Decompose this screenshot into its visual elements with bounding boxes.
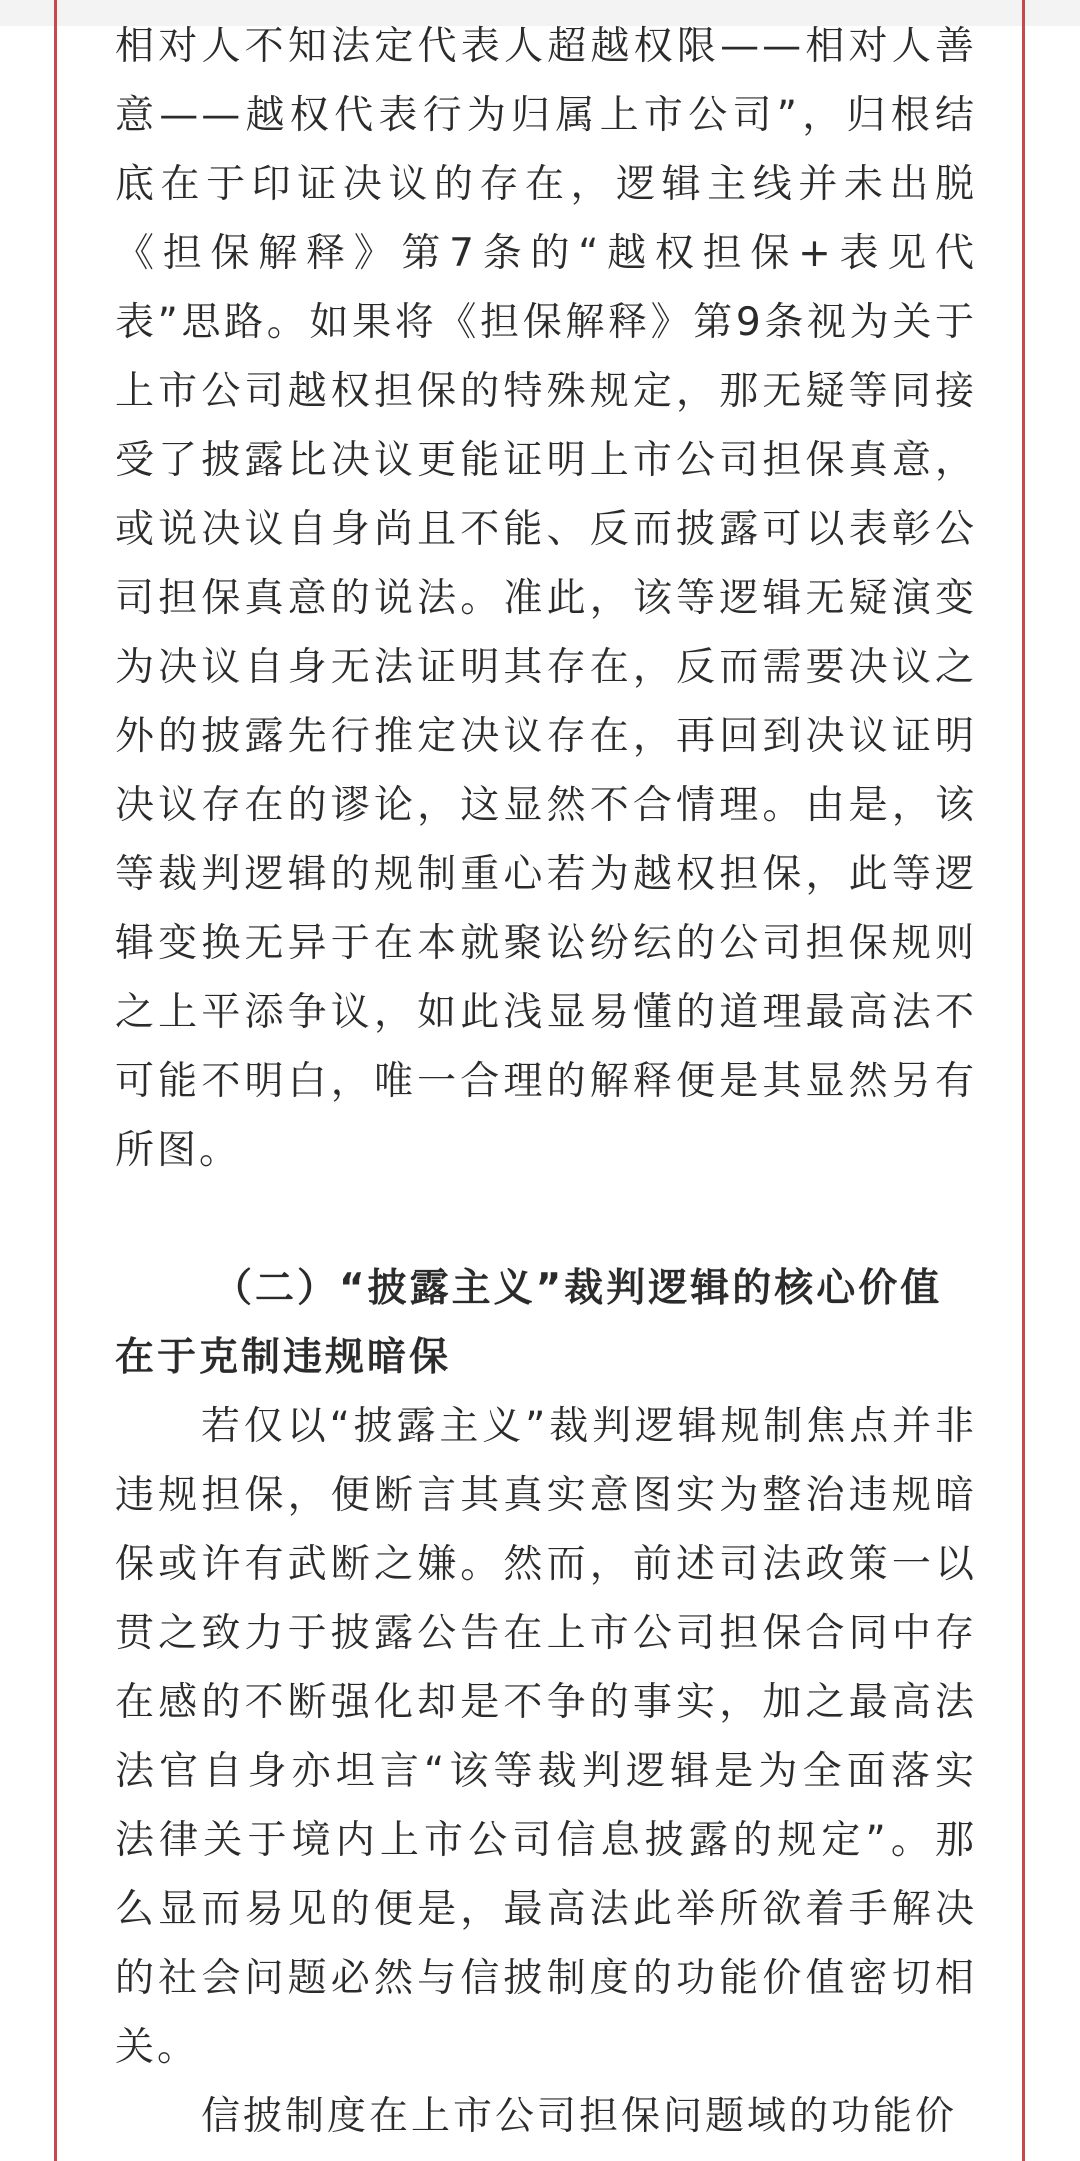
article-body: [115, 12, 977, 2151]
right-red-border: [1022, 0, 1025, 2161]
left-red-border: [54, 0, 57, 2161]
paragraph-1: 相对人不知法定代表人超越权限——相对人善意——越权代表行为归属上市公司”，归根结底在于印证决议的存在，逻辑主线并未出脱《担保解释》第7条的“越权担保+表见代表”思路。如果将《担保解释》第9条视为关于上市公司越权担保的特殊规定，那无疑等同接受了披露比决议更能证明上市公司担保真意，或说决议自身尚且不能、反而披露可以表彰公司担保真意的说法。准此，该等逻辑无疑演变为决议自身无法证明其存在，反而需要决议之外的披露先行推定决议存在，再回到决议证明决议存在的谬论，这显然不合情理。由是，该等裁判逻辑的规制重心若为越权担保，此等逻辑变换无异于在本就聚讼纷纭的公司担保规则之上平添争议，如此浅显易懂的道理最高法不可能不明白，唯一合理的解释便是其显然另有所图。: [115, 24, 977, 1173]
paragraph-3: 信披制度在上市公司担保问题域的功能价: [201, 2094, 958, 2139]
paragraph-2: 若仅以“披露主义”裁判逻辑规制焦点并非违规担保，便断言其真实意图实为整治违规暗保或许有武断之嫌。然而，前述司法政策一以贯之致力于披露公告在上市公司担保合同中存在感的不断强化却是不争的事实，加之最高法法官自身亦坦言“该等裁判逻辑是为全面落实法律关于境内上市公司信息披露的规定”。那么显而易见的便是，最高法此举所欲着手解决的社会问题必然与信披制度的功能价值密切相关。: [115, 1404, 977, 2070]
section-heading: （二）“披露主义”裁判逻辑的核心价值在于克制违规暗保: [115, 1266, 943, 1380]
